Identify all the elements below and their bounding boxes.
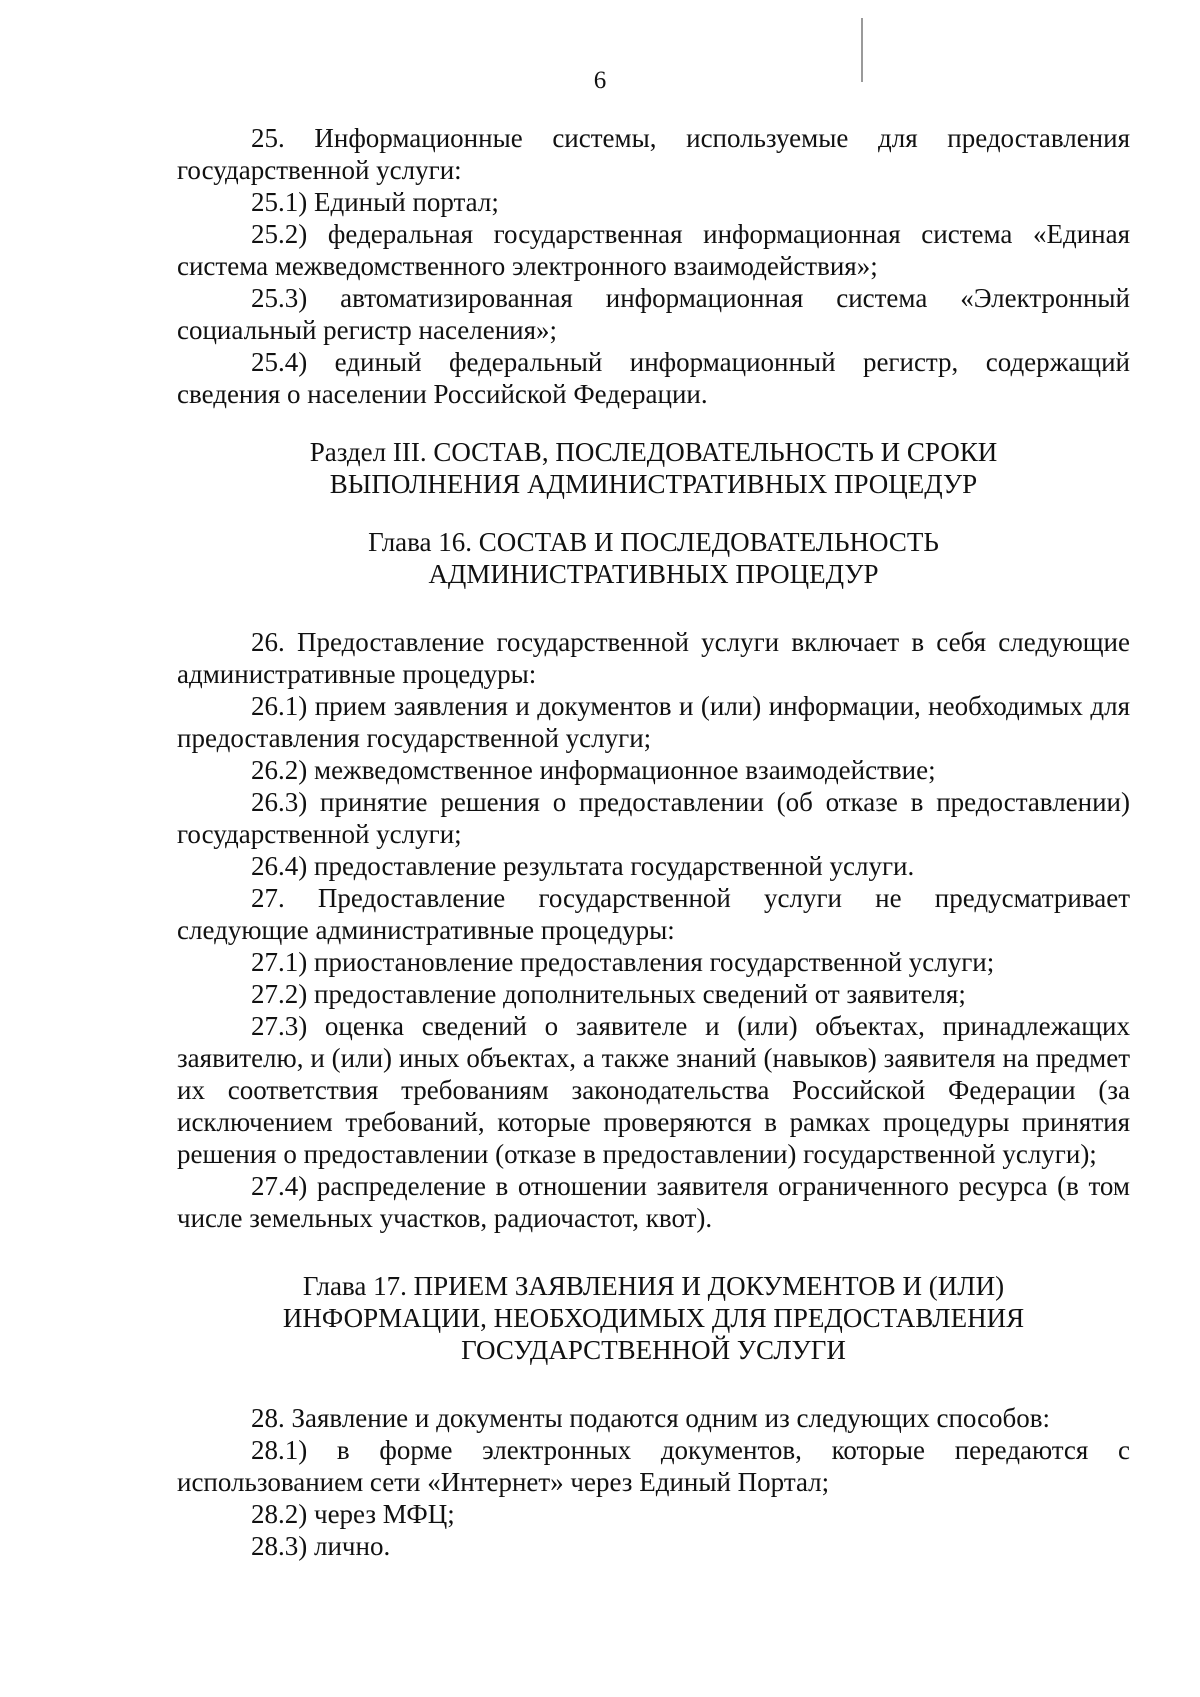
- section-3-heading-line-1: Раздел III. СОСТАВ, ПОСЛЕДОВАТЕЛЬНОСТЬ И СРОКИ: [309, 437, 998, 467]
- paragraph-26-2: 26.2) межведомственное информационное взаимодействие;: [251, 755, 936, 785]
- paragraph-26: 26. Предоставление государственной услуги включает в себя следующие административные процедуры:: [177, 627, 1130, 689]
- paragraph-27-3: 27.3) оценка сведений о заявителе и (или) объектах, принадлежащих заявителю, и (или) иных объектах, а также знаний (навыков) заявителя на предмет их соответствия требованиям законодательства Российской Федерации (за исключением требований, которые проверяются в рамках процедуры принятия решения о предоставлении (отказе в предоставлении) государственной услуги);: [177, 1011, 1130, 1169]
- chapter-17-heading-line-1: Глава 17. ПРИЕМ ЗАЯВЛЕНИЯ И ДОКУМЕНТОВ И (ИЛИ): [302, 1271, 1005, 1301]
- paragraph-26-4: 26.4) предоставление результата государственной услуги.: [251, 851, 915, 881]
- paragraph-27: 27. Предоставление государственной услуги не предусматривает следующие административные процедуры:: [177, 883, 1130, 945]
- chapter-17-heading-line-2: ИНФОРМАЦИИ, НЕОБХОДИМЫХ ДЛЯ ПРЕДОСТАВЛЕНИЯ: [282, 1303, 1025, 1333]
- section-3-heading: [177, 436, 1130, 500]
- paragraph-28-1: 28.1) в форме электронных документов, которые передаются с использованием сети «Интернет» через Единый Портал;: [177, 1435, 1130, 1497]
- section-3-heading-line-2: ВЫПОЛНЕНИЯ АДМИНИСТРАТИВНЫХ ПРОЦЕДУР: [329, 469, 978, 499]
- chapter-17-heading-line-3: ГОСУДАРСТВЕННОЙ УСЛУГИ: [461, 1335, 846, 1365]
- chapter-16-heading: [177, 526, 1130, 590]
- paragraph-27-4: 27.4) распределение в отношении заявителя ограниченного ресурса (в том числе земельных участков, радиочастот, квот).: [177, 1171, 1130, 1233]
- paragraph-26-3: 26.3) принятие решения о предоставлении (об отказе в предоставлении) государственной услуги;: [177, 787, 1130, 849]
- chapter-17-heading: [177, 1270, 1130, 1366]
- chapter-16-heading-line-1: Глава 16. СОСТАВ И ПОСЛЕДОВАТЕЛЬНОСТЬ: [368, 527, 939, 557]
- document-body: [177, 122, 1130, 1562]
- paragraph-25-1: 25.1) Единый портал;: [251, 187, 499, 217]
- paragraph-28-3: 28.3) лично.: [251, 1531, 391, 1561]
- paragraph-27-1: 27.1) приостановление предоставления государственной услуги;: [251, 947, 995, 977]
- paragraph-25-4: 25.4) единый федеральный информационный регистр, содержащий сведения о населении Российской Федерации.: [177, 347, 1130, 409]
- paragraph-25-2: 25.2) федеральная государственная информационная система «Единая система межведомственного электронного взаимодействия»;: [177, 219, 1130, 281]
- chapter-16-heading-line-2: АДМИНИСТРАТИВНЫХ ПРОЦЕДУР: [428, 559, 879, 589]
- page-number: 6: [593, 67, 607, 94]
- paragraph-26-1: 26.1) прием заявления и документов и (или) информации, необходимых для предоставления государственной услуги;: [177, 691, 1130, 753]
- paragraph-27-2: 27.2) предоставление дополнительных сведений от заявителя;: [251, 979, 966, 1009]
- paragraph-25: 25. Информационные системы, используемые для предоставления государственной услуги:: [177, 123, 1130, 185]
- paragraph-28-2: 28.2) через МФЦ;: [251, 1499, 455, 1529]
- paragraph-28: 28. Заявление и документы подаются одним из следующих способов:: [251, 1403, 1051, 1433]
- paragraph-25-3: 25.3) автоматизированная информационная система «Электронный социальный регистр населения»;: [177, 283, 1130, 345]
